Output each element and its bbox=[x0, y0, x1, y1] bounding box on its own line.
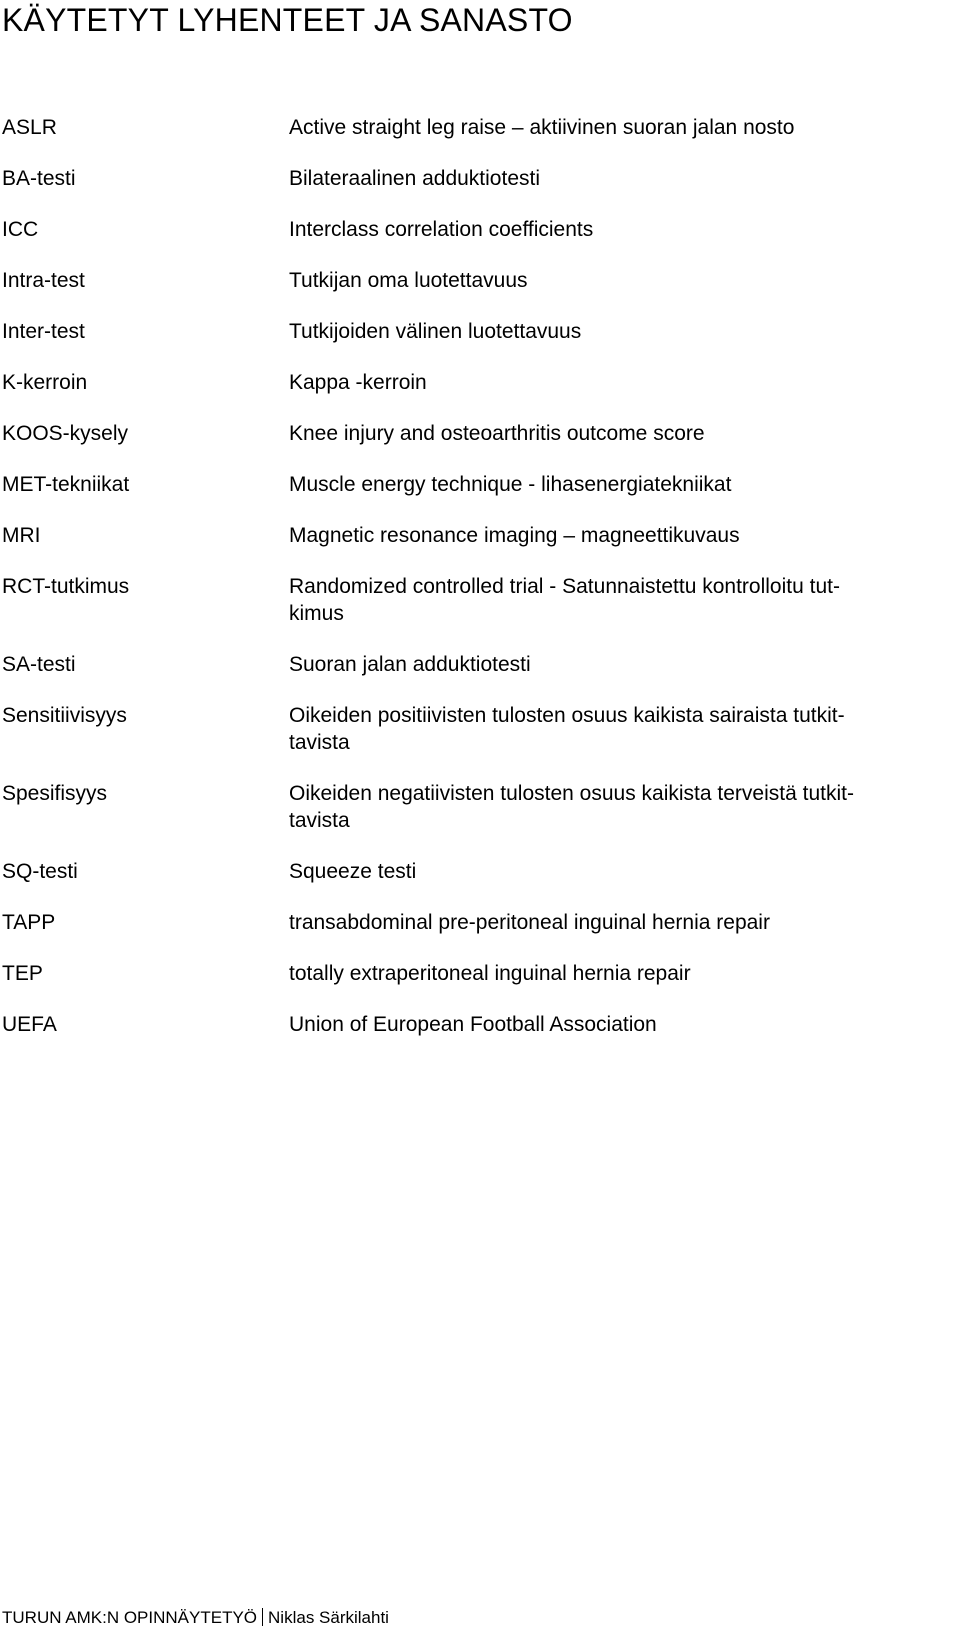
glossary-entry bbox=[0, 960, 960, 987]
glossary-term: KOOS-kysely bbox=[2, 422, 129, 445]
glossary-term: SQ-testi bbox=[2, 860, 78, 883]
glossary-definition: Tutkijoiden välinen luotettavuus bbox=[289, 320, 582, 343]
glossary-definition: Union of European Football Association bbox=[289, 1013, 657, 1036]
glossary-definition: Magnetic resonance imaging – magneettikuvaus bbox=[289, 524, 740, 547]
glossary-definition: Randomized controlled trial - Satunnaistettu kontrolloitu tut- kimus bbox=[289, 575, 840, 625]
glossary-entry bbox=[0, 165, 960, 192]
page-footer bbox=[2, 1608, 389, 1628]
glossary-definition: Bilateraalinen adduktiotesti bbox=[289, 167, 540, 190]
glossary-term: ICC bbox=[2, 218, 39, 241]
glossary-definition: Suoran jalan adduktiotesti bbox=[289, 653, 531, 676]
glossary-definition: totally extraperitoneal inguinal hernia repair bbox=[289, 962, 691, 985]
glossary-term: UEFA bbox=[2, 1013, 57, 1036]
glossary-term: TAPP bbox=[2, 911, 56, 934]
glossary-term: ASLR bbox=[2, 116, 57, 139]
glossary-entry bbox=[0, 114, 960, 141]
glossary-entry bbox=[0, 471, 960, 498]
glossary-entry bbox=[0, 318, 960, 345]
glossary-definition: Squeeze testi bbox=[289, 860, 417, 883]
glossary-entry bbox=[0, 573, 960, 627]
glossary-term: RCT-tutkimus bbox=[2, 575, 130, 598]
glossary-term: MRI bbox=[2, 524, 41, 547]
glossary-term: MET-tekniikat bbox=[2, 473, 130, 496]
glossary-entry bbox=[0, 702, 960, 756]
glossary-term: Spesifisyys bbox=[2, 782, 108, 805]
glossary-definition: Interclass correlation coefficients bbox=[289, 218, 594, 241]
footer-separator bbox=[262, 1608, 263, 1626]
glossary-definition: Active straight leg raise – aktiivinen suoran jalan nosto bbox=[289, 116, 795, 139]
glossary-definition: Kappa -kerroin bbox=[289, 371, 427, 394]
glossary-entry bbox=[0, 909, 960, 936]
glossary-term: TEP bbox=[2, 962, 43, 985]
glossary-entry bbox=[0, 267, 960, 294]
footer-publication: TURUN AMK:N OPINNÄYTETYÖ bbox=[2, 1608, 258, 1627]
glossary-entry bbox=[0, 858, 960, 885]
glossary-entry bbox=[0, 420, 960, 447]
glossary-entry bbox=[0, 651, 960, 678]
glossary-entry bbox=[0, 216, 960, 243]
glossary-term: BA-testi bbox=[2, 167, 76, 190]
glossary-term: K-kerroin bbox=[2, 371, 88, 394]
glossary-definition: Tutkijan oma luotettavuus bbox=[289, 269, 528, 292]
glossary-term: Sensitiivisyys bbox=[2, 704, 127, 727]
glossary-entry bbox=[0, 780, 960, 834]
glossary-entry bbox=[0, 1011, 960, 1038]
glossary-term: Inter-test bbox=[2, 320, 85, 343]
glossary-definition: transabdominal pre-peritoneal inguinal hernia repair bbox=[289, 911, 770, 934]
glossary-term: SA-testi bbox=[2, 653, 76, 676]
footer-author: Niklas Särkilahti bbox=[268, 1608, 389, 1627]
glossary-definition: Knee injury and osteoarthritis outcome score bbox=[289, 422, 705, 445]
page-title: KÄYTETYT LYHENTEET JA SANASTO bbox=[2, 2, 573, 38]
glossary-definition: Oikeiden negatiivisten tulosten osuus kaikista terveistä tutkit- tavista bbox=[289, 782, 854, 832]
glossary-definition: Oikeiden positiivisten tulosten osuus kaikista sairaista tutkit- tavista bbox=[289, 704, 845, 754]
glossary-list bbox=[0, 114, 960, 1062]
glossary-entry bbox=[0, 522, 960, 549]
glossary-term: Intra-test bbox=[2, 269, 85, 292]
glossary-entry bbox=[0, 369, 960, 396]
glossary-definition: Muscle energy technique - lihasenergiatekniikat bbox=[289, 473, 732, 496]
